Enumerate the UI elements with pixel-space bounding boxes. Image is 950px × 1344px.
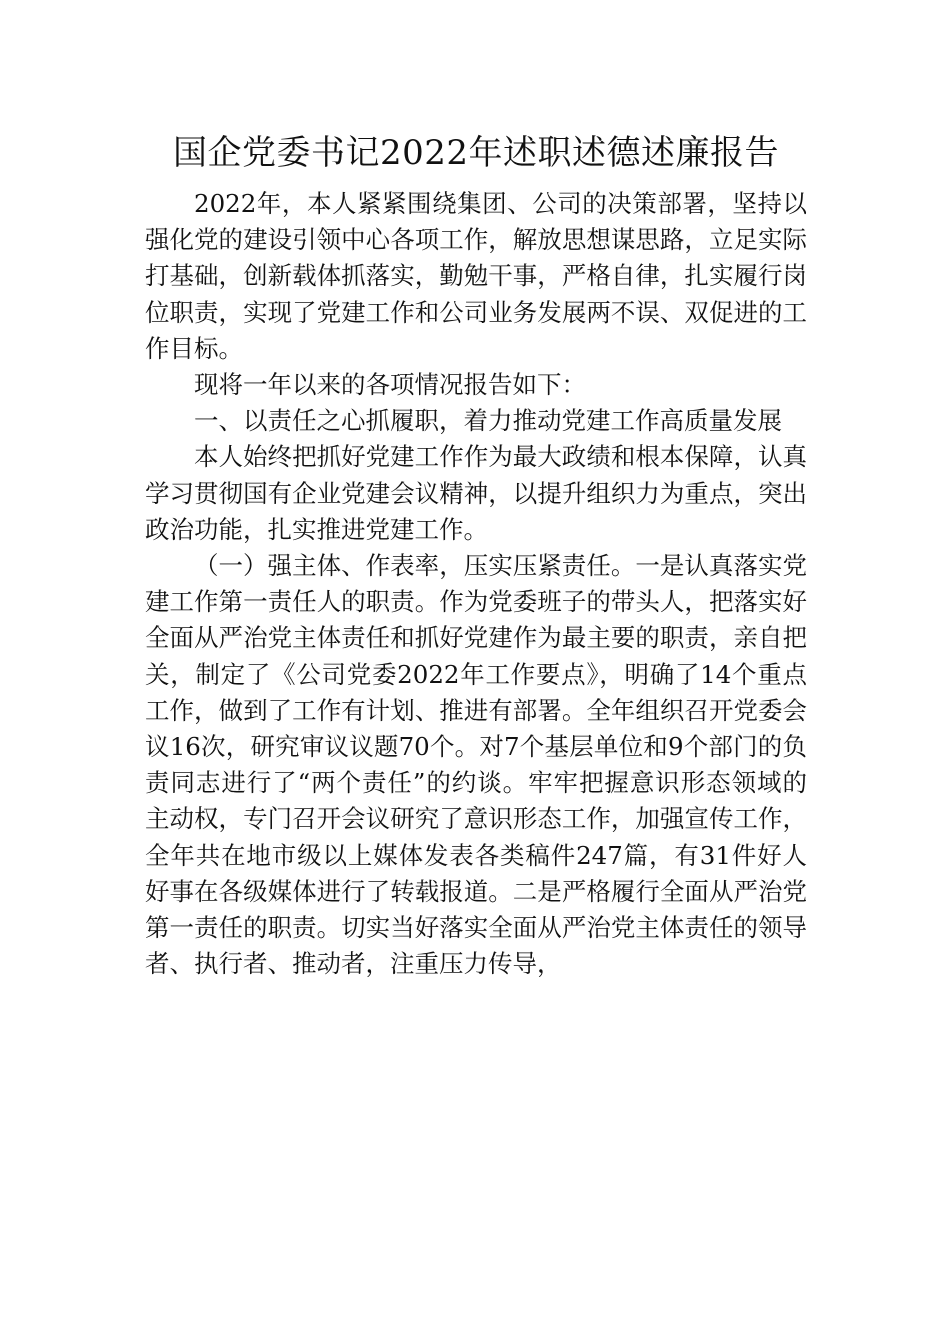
section-1-intro-paragraph: 本人始终把抓好党建工作作为最大政绩和根本保障，认真学习贯彻国有企业党建会议精神，以提升组织力为重点，突出政治功能，扎实推进党建工作。 bbox=[145, 442, 807, 544]
intro-paragraph: 2022年，本人紧紧围绕集团、公司的决策部署，坚持以强化党的建设引领中心各项工作，解放思想谋思路，立足实际打基础，创新载体抓落实，勤勉干事，严格自律，扎实履行岗位职责，实现了党建工作和公司业务发展两不误、双促进的工作目标。 bbox=[145, 189, 807, 363]
document-title: 国企党委书记2022年述职述德述廉报告 bbox=[172, 133, 780, 173]
section-heading-1: 一、以责任之心抓履职，着力推动党建工作高质量发展 bbox=[194, 406, 782, 436]
document-page bbox=[145, 128, 807, 982]
report-lead-paragraph: 现将一年以来的各项情况报告如下： bbox=[194, 370, 586, 400]
subsection-1-paragraph: （一）强主体、作表率，压实压紧责任。一是认真落实党建工作第一责任人的职责。作为党委班子的带头人，把落实好全面从严治党主体责任和抓好党建作为最主要的职责，亲自把关，制定了《公司党委2022年工作要点》，明确了14个重点工作，做到了工作有计划、推进有部署。全年组织召开党委会议16次，研究审议议题70个。对7个基层单位和9个部门的负责同志进行了“两个责任”的约谈。牢牢把握意识形态领域的主动权，专门召开会议研究了意识形态工作，加强宣传工作，全年共在地市级以上媒体发表各类稿件247篇，有31件好人好事在各级媒体进行了转载报道。二是严格履行全面从严治党第一责任的职责。切实当好落实全面从严治党主体责任的领导者、执行者、推动者，注重压力传导， bbox=[145, 551, 807, 979]
